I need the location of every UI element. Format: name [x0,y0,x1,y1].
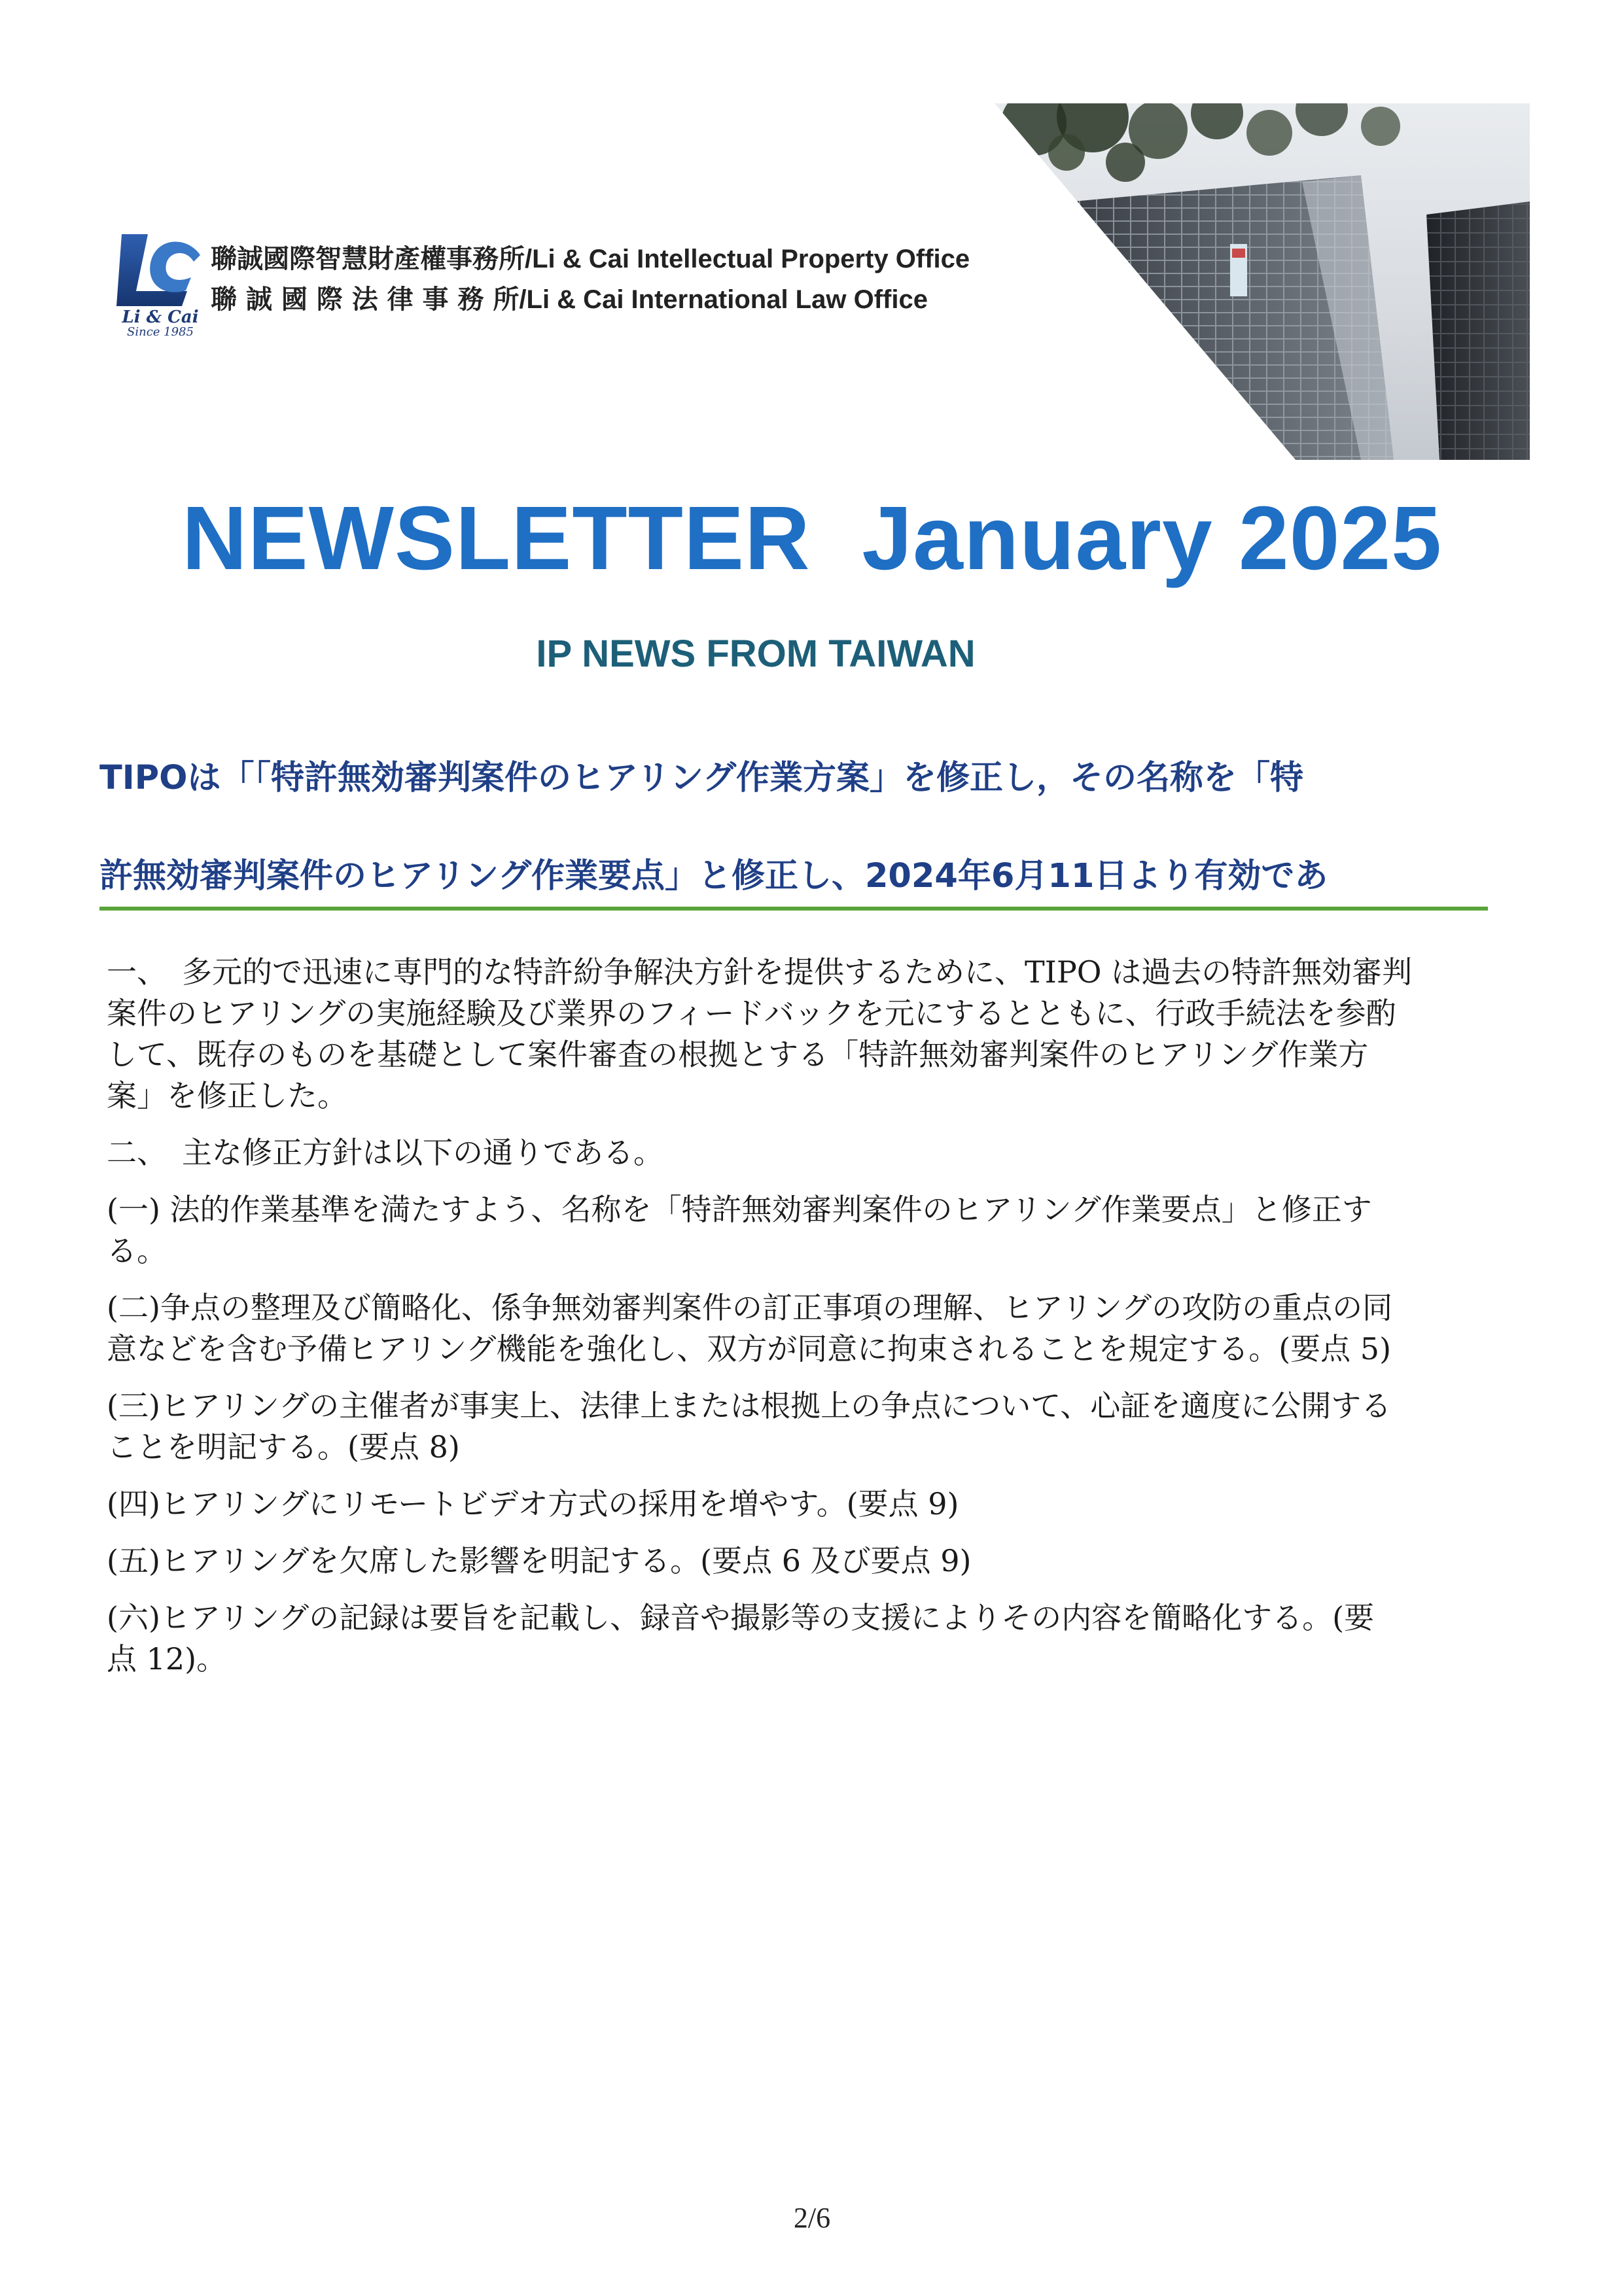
paragraph-line: 一、 多元的で迅速に専門的な特許紛争解決方針を提供するために、TIPO は過去の特許無効審判 [107,954,1413,990]
paragraph-item-4 [107,1484,1527,1525]
heading-divider [99,907,1488,911]
paragraph-item-2 [107,1287,1527,1370]
office-ip-zh: 聯誠國際智慧財產權事務所 [211,243,525,274]
newsletter-subtitle: IP NEWS FROM TAIWAN [536,633,976,675]
paragraph-line: (六)ヒアリングの記録は要旨を記載し、録音や撮影等の支援によりその内容を簡略化する。(要 [107,1600,1375,1635]
paragraph-policy-intro [107,1132,1527,1174]
paragraph-line: 意などを含む予備ヒアリング機能を強化し、双方が同意に拘束されることを規定する。(要点 5) [107,1331,1392,1366]
article-heading [99,746,1526,942]
paragraph-line: (三)ヒアリングの主催者が事実上、法律上または根拠上の争点について、心証を適度に公開する [107,1388,1392,1423]
paragraph-line: (二)争点の整理及び簡略化、係争無効審判案件の訂正事項の理解、ヒアリングの攻防の重点の同 [107,1290,1393,1325]
page-number: 2/6 [793,2202,831,2234]
paragraph-line: る。 [107,1233,167,1268]
office-law-zh: 聯 誠 國 際 法 律 事 務 所 [211,284,520,315]
paragraph-intro [107,952,1527,1117]
paragraph-line: (五)ヒアリングを欠席した影響を明記する。(要点 6 及び要点 9) [107,1543,972,1578]
newsletter-title: NEWSLETTER January 2025 [182,488,1442,589]
paragraph-line: 案」を修正した。 [107,1078,347,1113]
office-law-en: /Li & Cai International Law Office [519,285,928,314]
logo-name: Li & Cai [122,307,199,327]
paragraph-item-1 [107,1189,1527,1272]
paragraph-item-6 [107,1597,1527,1680]
paragraph-line: (一) 法的作業基準を満たすよう、名称を「特許無効審判案件のヒアリング作業要点」と修正す [107,1192,1372,1227]
office-ip-en: /Li & Cai Intellectual Property Office [525,245,970,273]
paragraph-line: 二、 主な修正方針は以下の通りである。 [107,1135,663,1170]
office-names [211,239,1074,320]
paragraph-line: (四)ヒアリングにリモートビデオ方式の採用を増やす。(要点 9) [107,1486,959,1522]
paragraph-line: ことを明記する。(要点 8) [107,1429,460,1465]
paragraph-line: 案件のヒアリングの実施経験及び業界のフィードバックを元にするとともに、行政手続法を参酌 [107,996,1396,1031]
paragraph-line: 点 12)。 [107,1641,227,1677]
office-line-law [211,279,1074,320]
logo-caption [118,309,203,339]
paragraph-item-5 [107,1540,1527,1582]
office-line-ip [211,239,1074,279]
article-heading-line: TIPOは「「特許無効審判案件のヒアリング作業方案」を修正し，その名称を「特 [99,759,1303,797]
paragraph-item-3 [107,1385,1527,1468]
article-body [107,952,1527,1696]
article-heading-line: 許無効審判案件のヒアリング作業要点」と修正し、2024年6月11日より有効であ [99,857,1328,896]
paragraph-line: して、既存のものを基礎として案件審査の根拠とする「特許無効審判案件のヒアリング作業方 [107,1037,1369,1072]
skyscrapers-photo [995,103,1530,460]
logo-since: Since 1985 [127,325,194,339]
